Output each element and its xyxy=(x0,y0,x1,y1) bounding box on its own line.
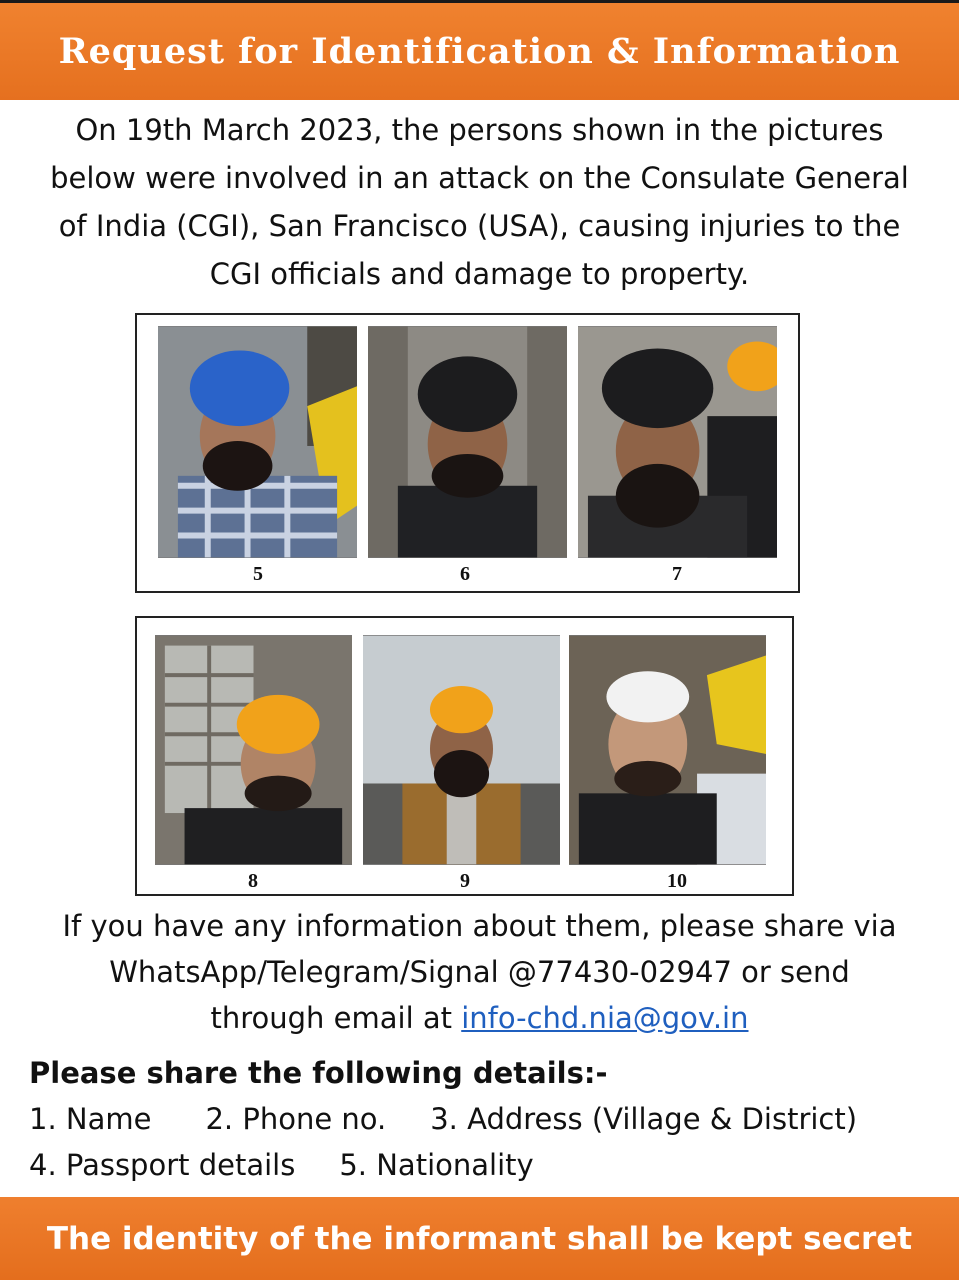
detail-item-phone: 2. Phone no. xyxy=(205,1102,387,1136)
intro-text xyxy=(20,106,939,298)
info-line: WhatsApp/Telegram/Signal @77430-02947 or send xyxy=(109,955,850,989)
suspect-photo-10 xyxy=(569,635,766,865)
intro-line: below were involved in an attack on the Consulate General xyxy=(50,161,909,195)
photo-number: 9 xyxy=(460,870,470,892)
person-photo-icon xyxy=(578,326,777,558)
photo-number: 5 xyxy=(253,563,263,585)
detail-item-nationality: 5. Nationality xyxy=(339,1148,534,1182)
photo-number: 6 xyxy=(460,563,470,585)
person-photo-icon xyxy=(363,635,560,865)
contact-info xyxy=(20,903,939,1041)
suspect-photo-6 xyxy=(368,326,567,558)
intro-line: On 19th March 2023, the persons shown in the pictures xyxy=(75,113,884,147)
photo-number: 10 xyxy=(667,870,687,892)
person-photo-icon xyxy=(155,635,352,865)
email-link[interactable]: info-chd.nia@gov.in xyxy=(461,1001,749,1035)
page-title: Request for Identification & Information xyxy=(58,31,901,72)
detail-item-address: 3. Address (Village & District) xyxy=(430,1102,858,1136)
header-banner xyxy=(0,0,959,100)
intro-line: CGI officials and damage to property. xyxy=(209,257,750,291)
person-photo-icon xyxy=(158,326,357,558)
detail-item-passport: 4. Passport details xyxy=(29,1148,296,1182)
suspect-photo-8 xyxy=(155,635,352,865)
info-line: If you have any information about them, please share via xyxy=(62,909,897,943)
details-row xyxy=(29,1102,857,1136)
person-photo-icon xyxy=(569,635,766,865)
suspect-photo-5 xyxy=(158,326,357,558)
info-line-prefix: through email at xyxy=(210,1001,462,1035)
details-row xyxy=(29,1148,534,1182)
photo-number: 8 xyxy=(248,870,258,892)
footer-note: The identity of the informant shall be kept secret xyxy=(46,1220,913,1257)
suspect-photo-7 xyxy=(578,326,777,558)
footer-banner xyxy=(0,1197,959,1280)
photo-number: 7 xyxy=(672,563,682,585)
details-heading: Please share the following details:- xyxy=(29,1056,608,1090)
photo-panel-top xyxy=(135,313,800,593)
suspect-photo-9 xyxy=(363,635,560,865)
person-photo-icon xyxy=(368,326,567,558)
photo-panel-bottom xyxy=(135,616,794,896)
info-line xyxy=(20,995,939,1041)
intro-line: of India (CGI), San Francisco (USA), causing injuries to the xyxy=(58,209,901,243)
detail-item-name: 1. Name xyxy=(29,1102,152,1136)
